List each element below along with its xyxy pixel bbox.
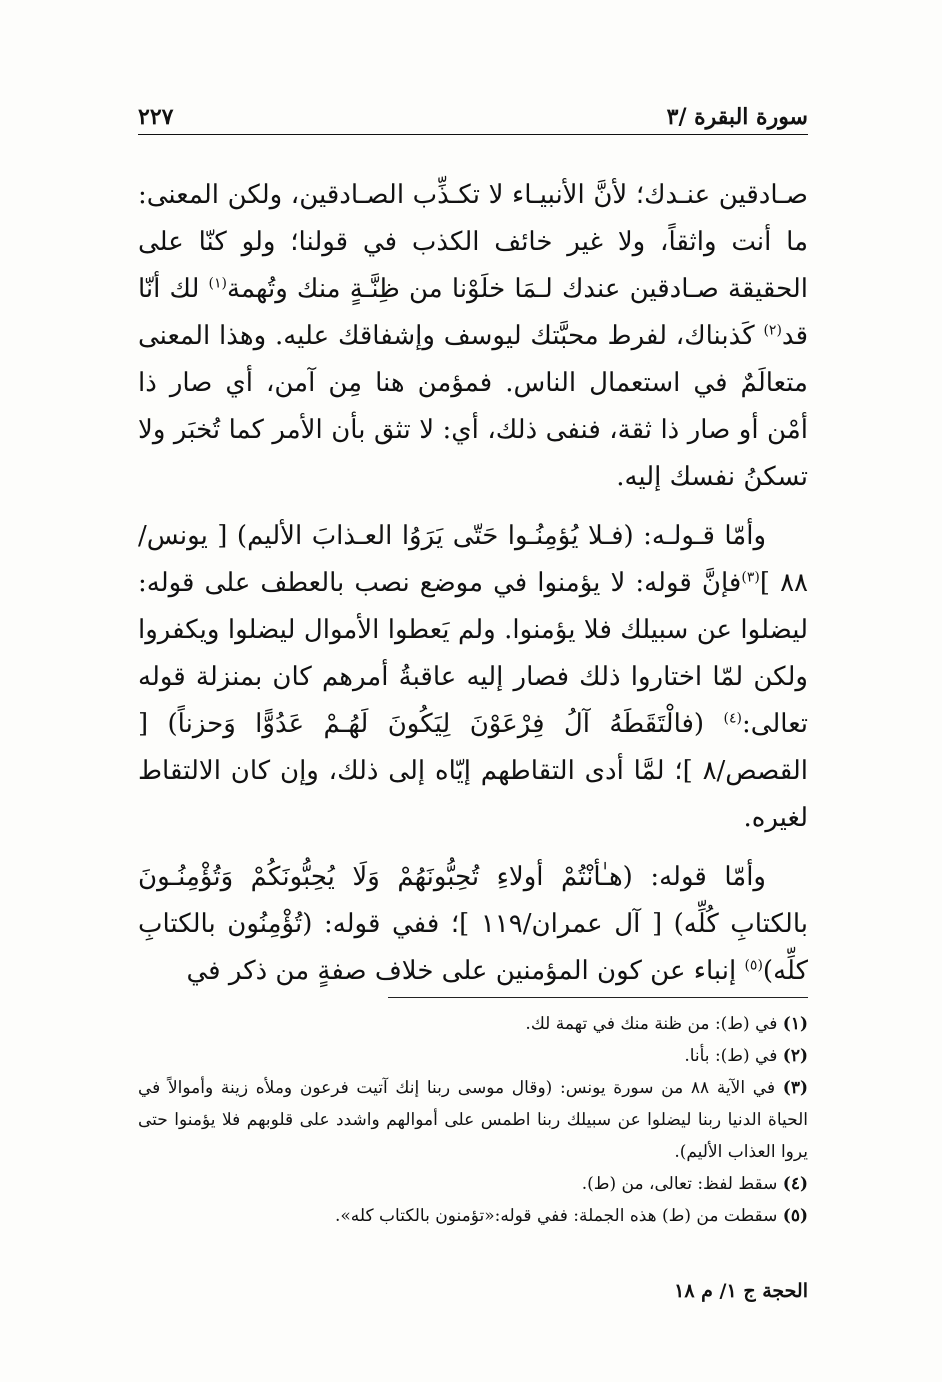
main-text	[138, 172, 808, 1007]
footnote-5	[138, 1200, 808, 1232]
text-run: وأمّا قـولـه: (فـلا يُؤمِنُـوا حَتّى يَرَوُا العـذابَ الأليم) [ يونس/٨٨ ]	[138, 521, 808, 598]
footnote-number: (١)	[782, 1014, 808, 1034]
paragraph-1	[138, 172, 808, 501]
footnote-ref[interactable]: (٣)	[741, 569, 760, 586]
footnote-4	[138, 1168, 808, 1200]
text-run: (فالْتَقَطَهُ آلُ فِرْعَوْنَ لِيَكُونَ لَهُـمْ عَدُوًّا وَحزناً) [ القصص/٨ ]؛ لمَّا أدى التقاطهم إيّاه إلى ذلك، وإن كان الالتقاط لغيره.	[138, 709, 808, 833]
footnote-text: في (ط): بأنا.	[684, 1046, 778, 1066]
footnotes	[138, 1008, 808, 1232]
running-header	[138, 96, 808, 130]
text-run: صـادقين عنـدك؛ لأنَّ الأنبيـاء لا تكـذِّب الصـادقين، ولكن المعنى: ما أنت واثقاً، ولا غير خائف الكذب في قولنا؛ ولو كنّا على الحقيقة صـادقين عندك لـمَا خلَوْنا من ظِنَّـةٍ منك وتُهمة	[138, 180, 809, 304]
footnote-ref[interactable]: (٤)	[723, 710, 742, 727]
text-run: كَذبناك، لفرط محبَّتك ليوسف وإشفاقك عليه. وهذا المعنى متعالَمٌ في استعمال الناس. فمؤمن هنا مِن آمن، أي صار ذا أمْن أو صار ذا ثقة، فنفى ذلك، أي: لا تثق بأن الأمر كما تُخبَر ولا تسكنُ نفسك إليه.	[138, 321, 808, 492]
header-rule	[138, 134, 808, 135]
paragraph-3	[138, 854, 808, 995]
surah-title: سورة البقرة /٣	[666, 104, 808, 130]
footnote-ref[interactable]: (٢)	[763, 322, 782, 339]
footnote-number: (٥)	[782, 1206, 808, 1226]
text-run: فإنَّ قوله: لا يؤمنوا في موضع نصب بالعطف على قوله: ليضلوا عن سبيلك فلا يؤمنوا. ولم يَعطوا الأموال ليضلوا ويكفروا ولكن لمّا اختاروا ذلك فصار إليه عاقبةُ أمرهم كان بمنزلة قوله تعالى:	[138, 568, 808, 739]
footnote-1	[138, 1008, 808, 1040]
page-number: ٢٢٧	[138, 104, 174, 130]
footnote-ref[interactable]: (٥)	[744, 957, 763, 974]
book-page	[138, 96, 809, 1302]
footnote-number: (٣)	[782, 1078, 808, 1098]
text-run: وأمّا قوله: (هـٰأنْتُمْ أولاءِ تُحِبُّونَهُمْ وَلَا يُحِبُّونَكُمْ وَتُؤْمِنُـونَ بالكتابِ كُلِّه) [ آل عمران/١١٩ ]؛ ففي قوله: (تُؤْمِنُون بالكتابِ كلِّه)	[138, 862, 808, 986]
footnote-2	[138, 1040, 808, 1072]
footnote-text: في الآية ٨٨ من سورة يونس: (وقال موسى ربنا إنك آتيت فرعون وملأه زينة وأموالاً في الحياة الدنيا ربنا ليضلوا عن سبيلك ربنا اطمس على أموالهم واشدد على قلوبهم فلا يؤمنوا حتى يروا العذاب الأليم).	[138, 1078, 808, 1162]
footnote-3	[138, 1072, 808, 1168]
footnote-number: (٤)	[782, 1174, 808, 1194]
footnote-text: سقط لفظ: تعالى، من (ط).	[581, 1174, 778, 1194]
footnote-number: (٢)	[782, 1046, 808, 1066]
text-run: لك أنّا قد	[138, 274, 808, 351]
footnote-separator	[388, 997, 808, 998]
text-run: إنباء عن كون المؤمنين على خلاف صفةٍ من ذكر في	[186, 956, 745, 986]
footnote-text: سقطت من (ط) هذه الجملة: ففي قوله:«تؤمنون بالكتاب كله».	[334, 1206, 778, 1226]
paragraph-2	[138, 513, 808, 842]
footnote-text: في (ط): من ظنة منك في تهمة لك.	[525, 1014, 778, 1034]
printer-signature: الحجة ج ١/ م ١٨	[674, 1280, 808, 1302]
footnote-ref[interactable]: (١)	[208, 275, 228, 292]
